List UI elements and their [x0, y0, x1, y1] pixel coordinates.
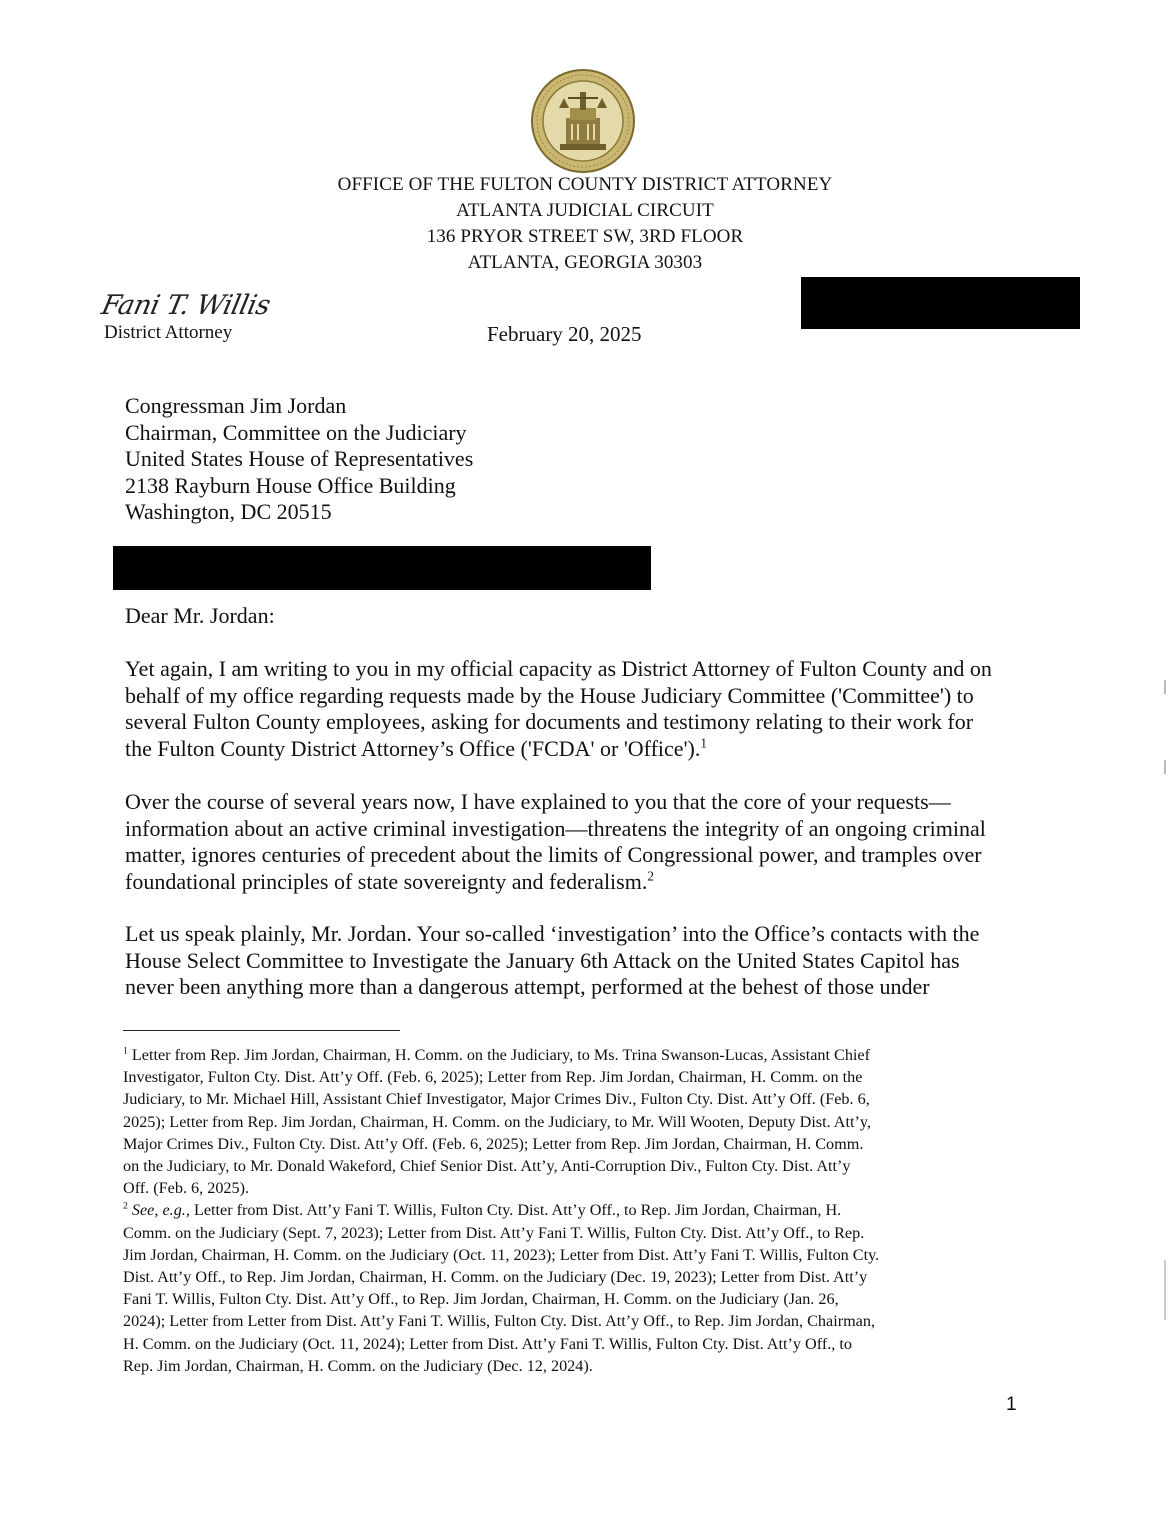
- paragraph-line-text: the Fulton County District Attorney’s Office ('FCDA' or 'Office').: [125, 735, 701, 761]
- paragraph-line: Yet again, I am writing to you in my official capacity as District Attorney of Fulton County and on: [125, 656, 992, 681]
- recipient-title: Chairman, Committee on the Judiciary: [125, 419, 467, 445]
- letterhead: [0, 172, 1170, 276]
- recipient-city: Washington, DC 20515: [125, 499, 332, 524]
- footnote-line: Jim Jordan, Chairman, H. Comm. on the Judiciary (Oct. 11, 2023); Letter from Dist. Att’y Fani T. Willis, Fulton Cty.: [123, 1245, 880, 1264]
- scan-marks-icon: [1163, 680, 1167, 1380]
- footnote-line: Judiciary, to Mr. Michael Hill, Assistant Chief Investigator, Major Crimes Div., Fulton Cty. Dist. Att’y Off. (Feb. 6,: [123, 1090, 870, 1109]
- footnote-line: Off. (Feb. 6, 2025).: [123, 1179, 250, 1198]
- page-number: 1: [1006, 1394, 1017, 1415]
- paragraph-line: behalf of my office regarding requests made by the House Judiciary Committee ('Committee') to: [125, 682, 974, 708]
- paragraph-line: matter, ignores centuries of precedent about the limits of Congressional power, and tramples over: [125, 842, 982, 867]
- footnote-line: on the Judiciary, to Mr. Donald Wakeford, Chief Senior Dist. Att’y, Anti-Corruption Div., Fulton Cty. Dist. Att’y: [123, 1157, 851, 1176]
- judicial-circuit: ATLANTA JUDICIAL CIRCUIT: [456, 200, 714, 221]
- footnotes: [123, 1044, 1023, 1377]
- footnote-line: Major Crimes Div., Fulton Cty. Dist. Att’y Off. (Feb. 6, 2025); Letter from Rep. Jim Jordan, Chairman, H. Comm.: [123, 1134, 864, 1153]
- footnote-line: Fani T. Willis, Fulton Cty. Dist. Att’y Off., to Rep. Jim Jordan, Chairman, H. Comm. on the Judiciary (Jan. 26,: [123, 1290, 839, 1309]
- body-paragraph: [125, 921, 1020, 1001]
- body-paragraph: [125, 789, 1020, 895]
- footnote-ref: 2: [647, 868, 654, 884]
- footnote-line: Dist. Att’y Off., to Rep. Jim Jordan, Chairman, H. Comm. on the Judiciary (Dec. 19, 2023); Letter from Dist. Att’y: [123, 1268, 868, 1287]
- footnote-line: [123, 1199, 1023, 1221]
- office-city-state: ATLANTA, GEORGIA 30303: [467, 252, 703, 273]
- body-paragraph: [125, 656, 1020, 762]
- district-attorney-seal: [530, 68, 636, 174]
- seal-icon: [530, 68, 636, 174]
- redaction-block: [801, 277, 1080, 329]
- signature: Fani T. Willis: [98, 290, 273, 321]
- paragraph-line: never been anything more than a dangerous attempt, performed at the behest of those under: [125, 974, 930, 999]
- footnote-line: [123, 1044, 1023, 1066]
- paragraph-line: [125, 736, 1020, 763]
- paragraph-line: House Select Committee to Investigate the January 6th Attack on the United States Capitol has: [125, 947, 960, 973]
- paragraph-line: several Fulton County employees, asking for documents and testimony relating to their work for: [125, 709, 974, 734]
- footnote-text: Letter from Rep. Jim Jordan, Chairman, H. Comm. on the Judiciary, to Ms. Trina Swanson-Lucas, Assistant Chief: [131, 1046, 871, 1064]
- redaction-block: [113, 546, 651, 590]
- office-street-address: 136 PRYOR STREET SW, 3RD FLOOR: [426, 226, 744, 247]
- recipient-name: Congressman Jim Jordan: [125, 393, 347, 418]
- footnote-divider: [123, 1030, 400, 1031]
- footnote-number: 1: [123, 1045, 128, 1057]
- footnote-line: Comm. on the Judiciary (Sept. 7, 2023); Letter from Dist. Att’y Fani T. Willis, Fulton Cty. Dist. Att’y Off., to Rep.: [123, 1223, 865, 1242]
- paragraph-line-text: foundational principles of state sovereignty and federalism.: [125, 868, 648, 894]
- footnote-line: H. Comm. on the Judiciary (Oct. 11, 2024); Letter from Dist. Att’y Fani T. Willis, Fulton Cty. Dist. Att’y Off., to: [123, 1334, 852, 1353]
- paragraph-line: information about an active criminal investigation—threatens the integrity of an ongoing criminal: [125, 815, 986, 841]
- paragraph-line: [125, 869, 1020, 896]
- scan-edge-marks: [1163, 680, 1167, 1380]
- footnote-line: Rep. Jim Jordan, Chairman, H. Comm. on the Judiciary (Dec. 12, 2024).: [123, 1356, 593, 1375]
- footnote-line: 2025); Letter from Rep. Jim Jordan, Chairman, H. Comm. on the Judiciary, to Mr. Will Wooten, Deputy Dist. Att’y,: [123, 1112, 871, 1131]
- recipient-building: 2138 Rayburn House Office Building: [125, 472, 456, 498]
- letter-date: February 20, 2025: [487, 322, 642, 346]
- citation-signal: See, e.g.,: [131, 1201, 190, 1220]
- footnote-ref: 1: [700, 735, 707, 751]
- recipient-organization: United States House of Representatives: [125, 446, 474, 471]
- office-name: OFFICE OF THE FULTON COUNTY DISTRICT ATTORNEY: [337, 174, 833, 195]
- paragraph-line: Over the course of several years now, I have explained to you that the core of your requests—: [125, 789, 951, 814]
- sender-title: District Attorney: [104, 322, 233, 343]
- recipient-address: [125, 393, 473, 526]
- footnote-text: Letter from Dist. Att’y Fani T. Willis, Fulton Cty. Dist. Att’y Off., to Rep. Jim Jordan, Chairman, H.: [189, 1201, 842, 1220]
- footnote-line: 2024); Letter from Letter from Dist. Att’y Fani T. Willis, Fulton Cty. Dist. Att’y Off., to Rep. Jim Jordan, Chairman,: [123, 1312, 875, 1331]
- footnote-number: 2: [123, 1201, 128, 1213]
- paragraph-line: Let us speak plainly, Mr. Jordan. Your so-called ‘investigation’ into the Office’s contacts with the: [125, 921, 980, 946]
- footnote-line: Investigator, Fulton Cty. Dist. Att’y Off. (Feb. 6, 2025); Letter from Rep. Jim Jordan, Chairman, H. Comm. on the: [123, 1068, 863, 1087]
- salutation: Dear Mr. Jordan:: [125, 603, 275, 628]
